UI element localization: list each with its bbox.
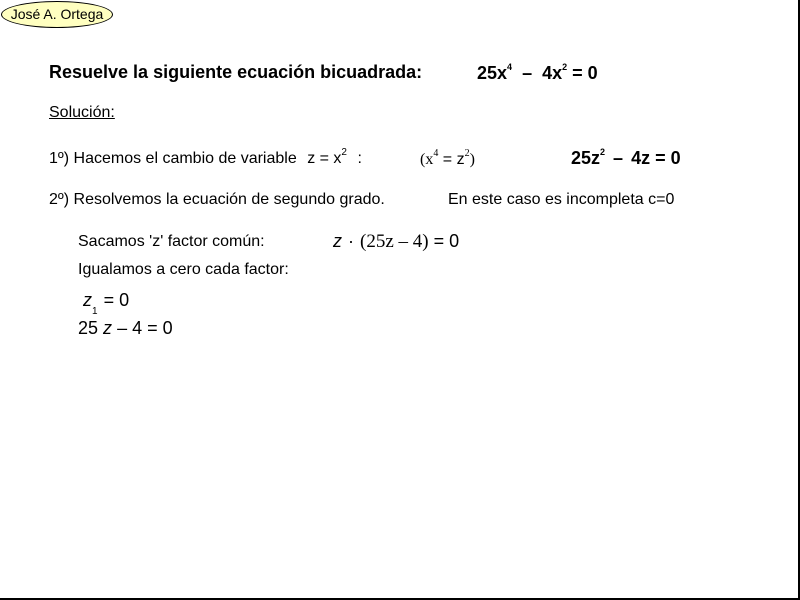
eq-exp-2: 2 — [562, 62, 568, 72]
step1-change-exp: 2 — [341, 147, 347, 158]
subst-mid: = z — [438, 151, 465, 168]
author-badge: José A. Ortega — [1, 1, 113, 28]
factor-dot: · — [348, 231, 354, 251]
factor-paren: (25z – 4) — [360, 231, 429, 252]
subst-exp2: 2 — [464, 148, 470, 159]
subst-open: (x — [420, 151, 434, 168]
step1-line — [49, 147, 362, 168]
solution-1 — [83, 290, 130, 317]
solution-2 — [78, 318, 173, 339]
eq-rhs: = 0 — [572, 63, 598, 83]
step1-change-lhs: z = x — [307, 150, 342, 167]
factor-z: z — [333, 231, 342, 251]
factor-label: Sacamos 'z' factor común: — [78, 233, 265, 250]
step1-text: 1º) Hacemos el cambio de variable — [49, 150, 297, 167]
sol2-coef: 25 — [78, 318, 99, 338]
step1-result-equation — [571, 147, 681, 169]
problem-title: Resuelve la siguiente ecuación bicuadrada: — [49, 62, 423, 82]
result-term-a: 25z — [571, 148, 601, 168]
eq-term-2: 4x — [542, 63, 563, 83]
eq-exp-1: 4 — [507, 62, 513, 72]
result-exp: 2 — [600, 147, 606, 157]
sol1-sub: 1 — [92, 306, 98, 317]
problem-equation — [477, 62, 598, 84]
factor-equals: = 0 — [433, 231, 460, 251]
zero-label: Igualamos a cero cada factor: — [78, 261, 289, 278]
result-term-b: 4z = 0 — [631, 148, 681, 168]
eq-term-1: 25x — [477, 63, 508, 83]
step2-text: 2º) Resolvemos la ecuación de segundo grado. — [49, 191, 385, 208]
sol1-var: z — [83, 290, 92, 310]
solution-heading: Solución: — [49, 104, 115, 121]
sol1-rhs: = 0 — [103, 290, 130, 310]
eq-minus: – — [522, 63, 533, 83]
factor-equation — [333, 231, 459, 253]
step1-substitution — [420, 148, 475, 169]
subst-close: ) — [469, 151, 475, 168]
step2-note: En este caso es incompleta c=0 — [448, 191, 675, 208]
step1-colon: : — [357, 150, 362, 167]
sol2-rest: – 4 = 0 — [117, 318, 173, 338]
subst-exp1: 4 — [433, 148, 439, 159]
sol2-var: z — [103, 318, 113, 338]
result-minus: – — [613, 148, 624, 168]
